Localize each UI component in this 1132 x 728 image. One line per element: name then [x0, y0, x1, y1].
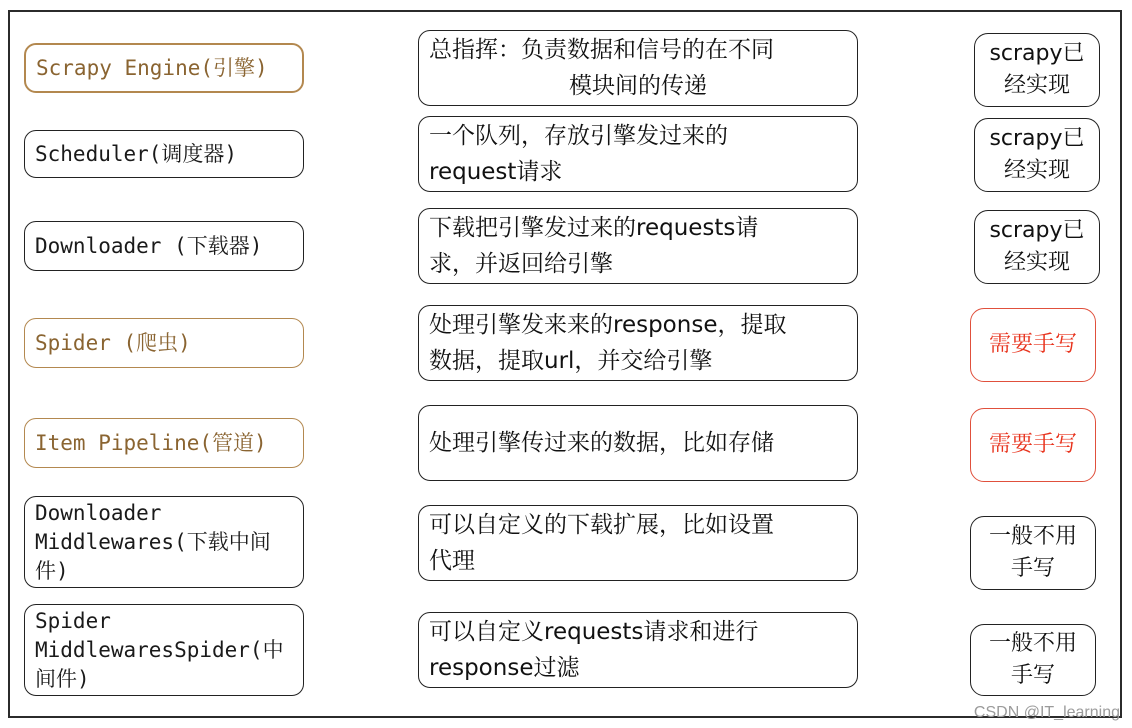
- component-downloader: [24, 221, 304, 271]
- status-line: 一般不用: [988, 631, 1077, 656]
- status-scrapy-engine: [974, 33, 1100, 107]
- component-label-line: Middlewares(下载中间: [35, 530, 271, 554]
- status-line: scrapy已: [989, 126, 1085, 151]
- component-spider: [24, 318, 304, 368]
- description-line: 总指挥：负责数据和信号的在不同: [429, 37, 774, 63]
- description-line: 可以自定义的下载扩展，比如设置: [429, 512, 774, 538]
- component-label-line: Downloader: [35, 501, 162, 525]
- description-line: 代理: [429, 548, 475, 574]
- description-spider-middlewares: [418, 612, 858, 688]
- description-downloader: [418, 208, 858, 284]
- description-spider: [418, 305, 858, 381]
- description-line: 数据，提取url，并交给引擎: [429, 348, 713, 374]
- component-label: Scrapy Engine(引擎): [36, 55, 268, 80]
- status-line: scrapy已: [989, 218, 1085, 243]
- status-item-pipeline: [970, 408, 1096, 482]
- status-line: 手写: [1010, 556, 1055, 581]
- status-line: 手写: [1010, 663, 1055, 688]
- status-line: 需要手写: [988, 432, 1077, 457]
- description-line: response过滤: [429, 655, 580, 681]
- status-scheduler: [974, 118, 1100, 192]
- description-line: 处理引擎发来来的response，提取: [429, 312, 787, 338]
- component-spider-middlewares: [24, 604, 304, 696]
- component-label: Scheduler(调度器): [35, 141, 238, 166]
- description-scrapy-engine: [418, 30, 858, 106]
- component-scheduler: [24, 130, 304, 178]
- status-line: 经实现: [1003, 158, 1070, 183]
- component-label-line: 件): [35, 559, 69, 583]
- description-line: 处理引擎传过来的数据，比如存储: [429, 430, 774, 456]
- component-scrapy-engine: [24, 43, 304, 93]
- status-line: 需要手写: [988, 332, 1077, 357]
- component-downloader-middlewares: [24, 496, 304, 588]
- description-downloader-middlewares: [418, 505, 858, 581]
- status-line: scrapy已: [989, 41, 1085, 66]
- description-line: 模块间的传递: [569, 73, 707, 99]
- description-item-pipeline: [418, 405, 858, 481]
- component-label: Downloader (下载器): [35, 233, 263, 258]
- status-line: 一般不用: [988, 524, 1077, 549]
- description-line: 可以自定义requests请求和进行: [429, 619, 759, 645]
- status-spider: [970, 308, 1096, 382]
- description-line: 求，并返回给引擎: [429, 251, 613, 277]
- status-spider-middlewares: [970, 624, 1096, 696]
- component-label: Item Pipeline(管道): [35, 430, 267, 455]
- component-label-line: MiddlewaresSpider(中: [35, 638, 284, 662]
- component-label-line: 间件): [35, 667, 90, 691]
- description-line: 下载把引擎发过来的requests请: [429, 215, 759, 241]
- status-line: 经实现: [1003, 250, 1070, 275]
- component-item-pipeline: [24, 418, 304, 468]
- component-label: Spider (爬虫): [35, 330, 191, 355]
- description-scheduler: [418, 116, 858, 192]
- description-line: 一个队列，存放引擎发过来的: [429, 123, 728, 149]
- status-downloader: [974, 210, 1100, 284]
- description-line: request请求: [429, 159, 563, 185]
- component-label-line: Spider: [35, 609, 111, 633]
- status-downloader-middlewares: [970, 516, 1096, 590]
- watermark: CSDN @IT_learning: [973, 704, 1120, 721]
- status-line: 经实现: [1003, 73, 1070, 98]
